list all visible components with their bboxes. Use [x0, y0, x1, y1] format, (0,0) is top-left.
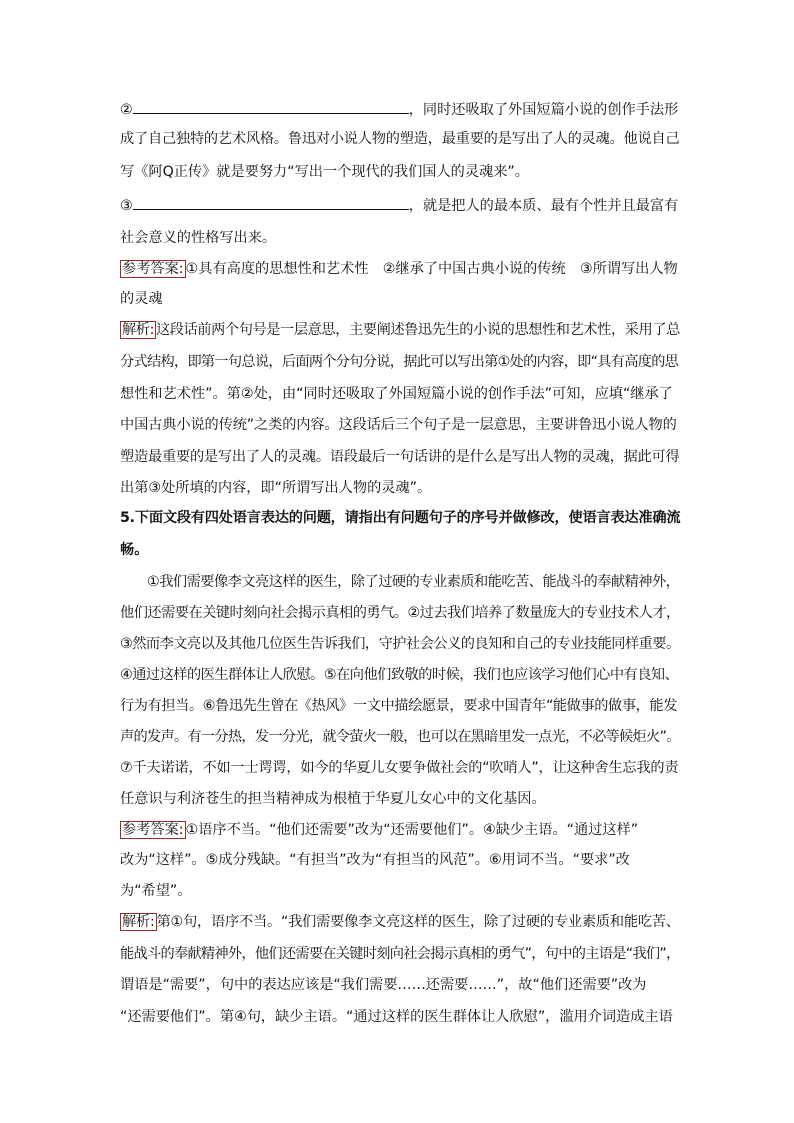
analysis-text: 谓语是“需要”，句中的表达应该是“我们需要……还需要……”，故“他们还需要”改为: [120, 977, 647, 993]
answer-blank-3[interactable]: [133, 197, 409, 210]
passage-line: 行为有担当。⑥鲁迅先生曾在《热风》一文中描绘愿景，要求中国青年“能做事的做事，能发: [120, 698, 677, 714]
answer-text: 改为“这样”。⑤成分残缺。“有担当”改为“有担当的风范”。⑥用词不当。“要求”改: [120, 852, 630, 868]
answer-tag: 参考答案:: [122, 261, 184, 277]
question-text: 畅。: [120, 542, 149, 558]
answer-text: ①语序不当。“他们还需要”改为“还需要他们”。④缺少主语。“通过这样”: [185, 822, 639, 838]
blank-line-2: ② ，同时还吸取了外国短篇小说的创作手法形: [120, 102, 679, 118]
answer-text: ①具有高度的思想性和艺术性 ②继承了中国古典小说的传统 ③所谓写出人物: [185, 261, 678, 277]
passage-line: ④通过这样的医生群体让人欣慰。⑤在向他们致敬的时候，我们也应该学习他们心中有良知、: [120, 667, 679, 683]
analysis-text: 能战斗的奉献精神外，他们还需要在关键时刻向社会揭示真相的勇气”，句中的主语是“我们”，: [120, 946, 680, 962]
text-line: 成了自己独特的艺术风格。鲁迅对小说人物的塑造，最重要的是写出了人的灵魂。他说自己: [120, 131, 680, 147]
passage-line: ①我们需要像李文亮这样的医生，除了过硬的专业素质和能吃苦、能战斗的奉献精神外，: [147, 574, 680, 590]
analysis-tag: 解析:: [122, 914, 155, 930]
passage-line: 声的发声。有一分热，发一分光，就令萤火一般，也可以在黑暗里发一点光，不必等候炬火”。: [120, 729, 680, 745]
analysis-text: 塑造最重要的是写出了人的灵魂。语段最后一句话讲的是什么是写出人物的灵魂，据此可得: [120, 449, 680, 465]
analysis-text: 分式结构，即第一句总说，后面两个分句分说，据此可以写出第①处的内容，即“具有高度的思: [120, 354, 679, 370]
answer-blank-2[interactable]: [133, 101, 409, 114]
answer-text: 为“希望”。: [120, 883, 192, 899]
analysis-text: 想性和艺术性”。第②处，由“同时还吸取了外国短篇小说的创作手法”可知，应填“继承了: [120, 386, 673, 402]
text-line: 写《阿Q正传》就是要努力“写出一个现代的我们国人的灵魂来”。: [120, 164, 529, 180]
blank-line-3: ③ ，就是把人的最本质、最有个性并且最富有: [120, 198, 679, 214]
answer-tag: 参考答案:: [122, 822, 184, 838]
passage-line: 他们还需要在关键时刻向社会揭示真相的勇气。②过去我们培养了数量庞大的专业技术人才，: [120, 605, 680, 621]
analysis-text: 出第③处所填的内容，即“所谓写出人物的灵魂”。: [120, 480, 432, 496]
analysis-tag: 解析:: [122, 322, 154, 338]
text-line: 社会意义的性格写出来。: [120, 230, 277, 246]
analysis-text: 中国古典小说的传统”之类的内容。这段话后三个句子是一层意思，主要讲鲁迅小说人物的: [120, 417, 677, 433]
passage-line: 任意识与利济苍生的担当精神成为根植于华夏儿女心中的文化基因。: [120, 791, 546, 807]
passage-line: ⑦千夫诺诺，不如一士谔谔，如今的华夏儿女要争做社会的“吹哨人”，让这种舍生忘我的责: [120, 760, 679, 776]
analysis-text: “还需要他们”。第④句，缺少主语。“通过这样的医生群体让人欣慰”，滥用介词造成主语: [120, 1009, 673, 1025]
analysis-text: 这段话前两个句号是一层意思，主要阐述鲁迅先生的小说的思想性和艺术性，采用了总: [155, 322, 680, 338]
question-text: 5.下面文段有四处语言表达的问题，请指出有问题句子的序号并做修改，使语言表达准确流: [120, 510, 681, 526]
passage-line: ③然而李文亮以及其他几位医生告诉我们，守护社会公义的良知和自己的专业技能同样重要。: [120, 636, 680, 652]
analysis-text: 第①句，语序不当。“我们需要像李文亮这样的医生，除了过硬的专业素质和能吃苦、: [156, 914, 680, 930]
answer-text: 的灵魂: [120, 291, 163, 307]
